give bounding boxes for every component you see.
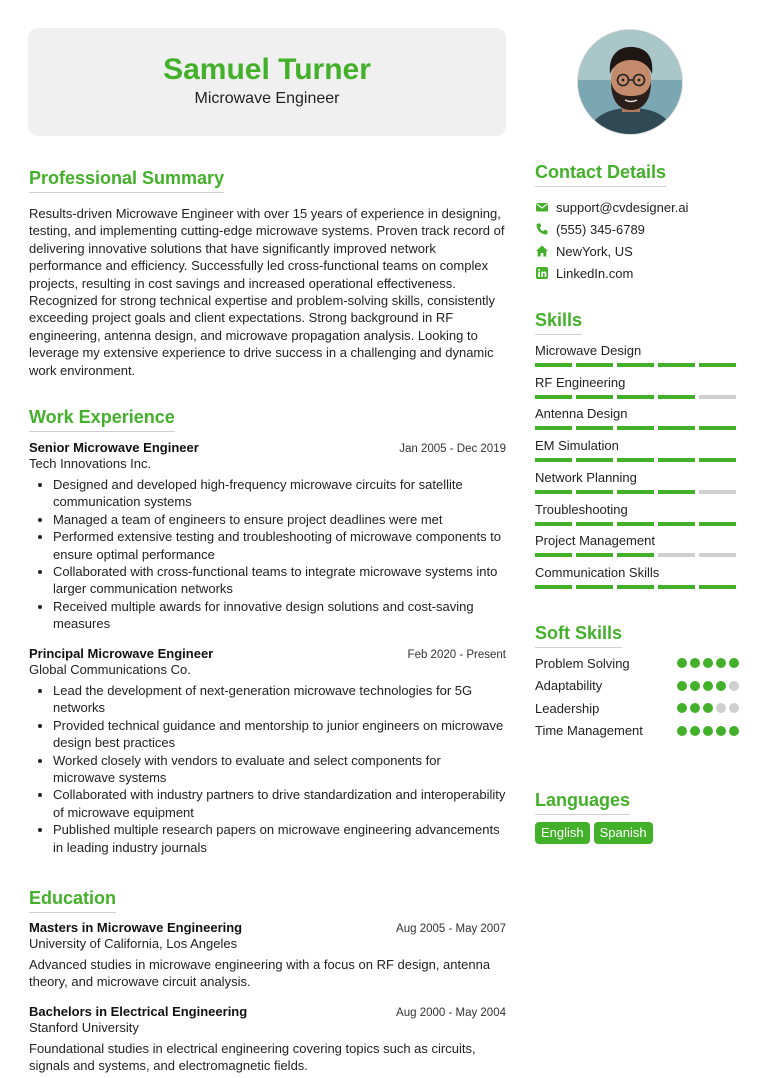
skill-level-segment — [535, 426, 572, 430]
skill-level-segment — [617, 363, 654, 367]
summary-text: Results-driven Microwave Engineer with over 15 years of experience in designing, testing, and implementing cutting-edge microwave systems. Proven track record of delivering innovative solutions that have significantly improved network performance and efficiency. Successfully led cross-functional teams on complex projects, resulting in cost savings and increased operational effectiveness. Recognized for strong technical expertise and problem-solving skills, consistently exceeding project goals and client expectations. Strong background in RF engineering, antenna design, and microwave propagation analysis. Looking to leverage my extensive experience to drive success in a challenging and dynamic work environment. — [29, 206, 505, 378]
rating-dot — [716, 658, 726, 668]
rating-dot — [729, 681, 739, 691]
contact-list — [535, 196, 739, 284]
skill-level-bars — [535, 553, 739, 557]
skill-level-segment — [699, 522, 736, 526]
edu-desc: Advanced studies in microwave engineering with a focus on RF design, antenna theory, and microwave circuit analysis. — [29, 957, 491, 990]
skill-level-segment — [576, 426, 613, 430]
rating-dot — [703, 681, 713, 691]
rating-dot — [690, 726, 700, 736]
skill-level-segment — [535, 363, 572, 367]
edu-desc: Foundational studies in electrical engineering covering topics such as circuits, signals and systems, and electromagnetic fields. — [29, 1041, 476, 1074]
rating-dot — [729, 726, 739, 736]
rating-dot — [690, 658, 700, 668]
education-item — [29, 920, 506, 991]
skill-label: RF Engineering — [535, 374, 626, 390]
soft-skill-item — [535, 652, 739, 675]
skill-level-bars — [535, 363, 739, 367]
edu-date: Aug 2000 - May 2004 — [396, 1007, 506, 1019]
soft-skill-label: Time Management — [535, 723, 643, 739]
job-bullets — [29, 682, 506, 856]
skill-level-segment — [535, 553, 572, 557]
skill-level-segment — [576, 363, 613, 367]
rating-dot — [716, 681, 726, 691]
edu-degree: Masters in Microwave Engineering — [29, 920, 243, 935]
skill-level-segment — [617, 395, 654, 399]
section-title-skills: Skills — [535, 309, 582, 335]
rating-dot — [716, 726, 726, 736]
skill-level-bars — [535, 585, 739, 589]
skill-item — [535, 502, 739, 526]
skill-level-segment — [535, 395, 572, 399]
skill-item — [535, 533, 739, 557]
contact-email[interactable] — [535, 196, 739, 218]
contact-location-text: NewYork, US — [556, 243, 633, 259]
rating-dot — [729, 658, 739, 668]
skill-level-segment — [617, 458, 654, 462]
portrait-photo — [578, 30, 683, 135]
contact-email-text: support@cvdesigner.ai — [556, 199, 689, 215]
skill-level-bars — [535, 395, 739, 399]
soft-skill-rating — [677, 658, 739, 668]
edu-date: Aug 2005 - May 2007 — [396, 923, 506, 935]
skill-label: Project Management — [535, 533, 655, 549]
skill-label: Network Planning — [535, 469, 637, 485]
job-bullet: • Managed a team of engineers to ensure project deadlines were met — [53, 511, 506, 528]
skill-label: Antenna Design — [535, 406, 628, 422]
job-company: Tech Innovations Inc. — [29, 456, 152, 471]
section-title-languages: Languages — [535, 789, 630, 815]
header-card — [28, 28, 506, 136]
skill-label: EM Simulation — [535, 438, 619, 454]
job-role: Principal Microwave Engineer — [29, 646, 214, 661]
skill-level-bars — [535, 426, 739, 430]
rating-dot — [703, 658, 713, 668]
rating-dot — [729, 703, 739, 713]
skill-item — [535, 375, 739, 399]
job-date: Feb 2020 - Present — [407, 649, 506, 661]
skill-level-segment — [658, 553, 695, 557]
contact-linkedin[interactable] — [535, 262, 739, 284]
education-item — [29, 1004, 506, 1075]
job-bullet: • Performed extensive testing and troubleshooting of microwave components to ensure optimal performance — [53, 528, 506, 563]
job-role: Senior Microwave Engineer — [29, 440, 199, 455]
skill-level-segment — [658, 585, 695, 589]
skill-level-segment — [576, 395, 613, 399]
section-title-contact: Contact Details — [535, 161, 666, 187]
job-company: Global Communications Co. — [29, 662, 191, 677]
avatar — [577, 29, 683, 135]
skill-item — [535, 565, 739, 589]
soft-skill-label: Adaptability — [535, 678, 603, 694]
rating-dot — [677, 681, 687, 691]
home-icon — [535, 244, 549, 258]
job-bullet: • Collaborated with cross-functional teams to integrate microwave systems into larger communication networks — [53, 563, 506, 598]
contact-location — [535, 240, 739, 262]
candidate-title: Microwave Engineer — [194, 90, 340, 107]
skill-level-segment — [576, 553, 613, 557]
skill-level-segment — [576, 585, 613, 589]
skill-level-segment — [535, 522, 572, 526]
rating-dot — [677, 703, 687, 713]
skill-level-segment — [617, 585, 654, 589]
soft-skill-rating — [677, 703, 739, 713]
skill-level-segment — [658, 522, 695, 526]
job-bullet: • Collaborated with industry partners to drive standardization and interoperability of microwave equipment — [53, 786, 506, 821]
phone-icon — [535, 222, 549, 236]
soft-skill-item — [535, 697, 739, 720]
skill-level-segment — [699, 553, 736, 557]
job-bullets — [29, 476, 506, 633]
rating-dot — [716, 703, 726, 713]
skill-label: Microwave Design — [535, 343, 642, 358]
skill-level-segment — [658, 395, 695, 399]
section-title-summary: Professional Summary — [29, 167, 224, 193]
skill-level-segment — [658, 458, 695, 462]
soft-skill-item — [535, 720, 739, 743]
soft-skill-label: Leadership — [535, 700, 600, 716]
edu-school: University of California, Los Angeles — [29, 936, 238, 951]
contact-phone-text: (555) 345-6789 — [556, 221, 645, 237]
skill-level-bars — [535, 490, 739, 494]
job-bullet: • Designed and developed high-frequency microwave circuits for satellite communication systems — [53, 476, 506, 511]
rating-dot — [703, 703, 713, 713]
skill-level-segment — [617, 490, 654, 494]
rating-dot — [690, 681, 700, 691]
skill-item — [535, 406, 739, 430]
rating-dot — [677, 726, 687, 736]
job-bullet: • Received multiple awards for innovative design solutions and cost-saving measures — [53, 598, 506, 633]
job-bullet: • Published multiple research papers on microwave engineering advancements in leading industry journals — [53, 821, 506, 856]
skill-level-segment — [617, 522, 654, 526]
soft-skill-rating — [677, 726, 739, 736]
job-date: Jan 2005 - Dec 2019 — [399, 443, 506, 455]
language-pill: Spanish — [594, 822, 653, 844]
contact-phone[interactable] — [535, 218, 739, 240]
skill-level-segment — [535, 585, 572, 589]
skill-level-bars — [535, 458, 739, 462]
skill-item — [535, 438, 739, 462]
soft-skill-item — [535, 675, 739, 698]
skill-item — [535, 343, 739, 367]
rating-dot — [690, 703, 700, 713]
skill-level-segment — [576, 522, 613, 526]
linkedin-icon — [535, 266, 549, 280]
candidate-name: Samuel Turner — [163, 53, 371, 86]
languages-list — [535, 822, 653, 844]
skill-label: Troubleshooting — [535, 501, 628, 517]
skill-level-segment — [535, 458, 572, 462]
soft-skills-list — [535, 652, 739, 742]
skill-level-segment — [617, 553, 654, 557]
skill-level-segment — [699, 395, 736, 399]
skill-level-segment — [699, 458, 736, 462]
language-pill: English — [535, 822, 590, 844]
edu-degree: Bachelors in Electrical Engineering — [29, 1004, 248, 1019]
skill-level-segment — [535, 490, 572, 494]
envelope-icon — [535, 200, 549, 214]
skill-level-segment — [658, 426, 695, 430]
experience-item — [29, 440, 506, 633]
contact-linkedin-text: LinkedIn.com — [556, 265, 634, 281]
job-bullet: • Worked closely with vendors to evaluate and select components for microwave systems — [53, 752, 506, 787]
section-title-experience: Work Experience — [29, 406, 175, 432]
skill-level-segment — [576, 458, 613, 462]
skill-level-segment — [576, 490, 613, 494]
rating-dot — [677, 658, 687, 668]
skill-level-segment — [699, 585, 736, 589]
skill-level-segment — [699, 426, 736, 430]
edu-school: Stanford University — [29, 1020, 139, 1035]
skill-item — [535, 470, 739, 494]
skill-level-segment — [658, 363, 695, 367]
skill-label: Communication Skills — [535, 564, 660, 580]
skill-level-segment — [699, 490, 736, 494]
skill-level-segment — [699, 363, 736, 367]
skill-level-bars — [535, 522, 739, 526]
section-title-soft-skills: Soft Skills — [535, 622, 622, 648]
skill-level-segment — [658, 490, 695, 494]
soft-skill-rating — [677, 681, 739, 691]
section-title-education: Education — [29, 887, 116, 913]
job-bullet: • Lead the development of next-generation microwave technologies for 5G networks — [53, 682, 506, 717]
soft-skill-label: Problem Solving — [535, 655, 630, 671]
skill-level-segment — [617, 426, 654, 430]
experience-item — [29, 646, 506, 856]
rating-dot — [703, 726, 713, 736]
job-bullet: • Provided technical guidance and mentorship to junior engineers on microwave design best practices — [53, 717, 506, 752]
